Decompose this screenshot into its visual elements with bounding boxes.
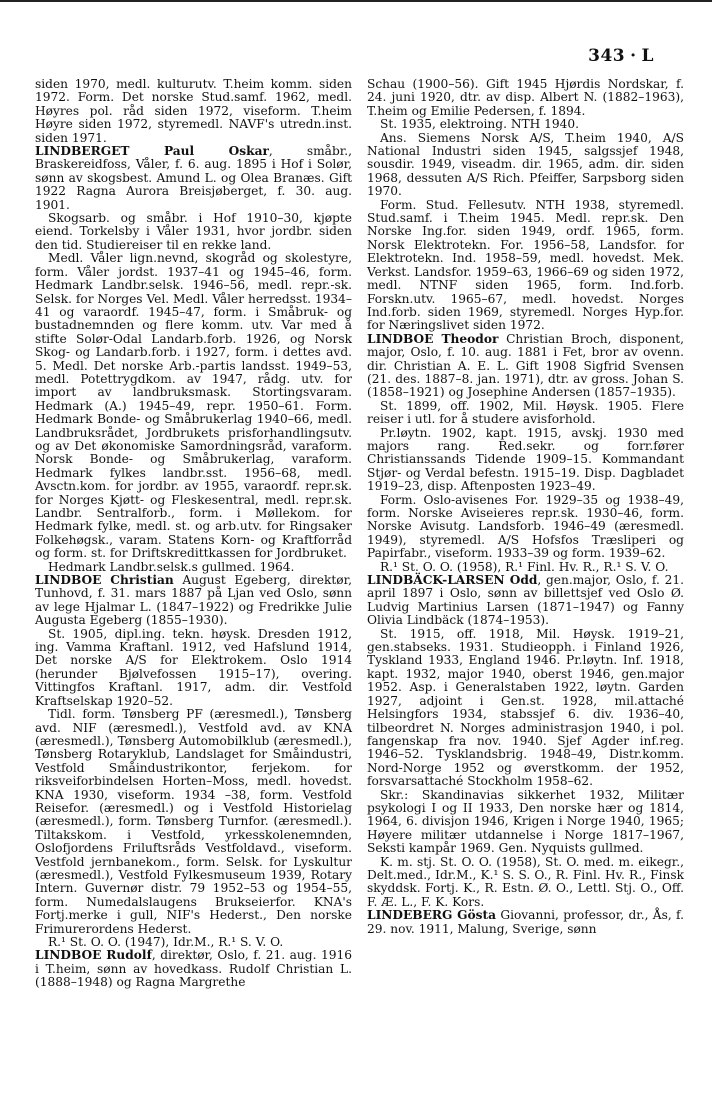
paragraph: K. m. stj. St. O. O. (1958), St. O. med. m. eikegr., Delt.med., Idr.M., K.¹ S. S. O., R. Finl. Hv. R., Finsk skyddsk. Fortj. K., R. Estn. Ø. O., Lettl. Stj. O., Off. F. Æ. L., F. K. Kors.	[367, 854, 684, 909]
paragraph: R.¹ St. O. O. (1947), Idr.M., R.¹ S. V. O.	[48, 935, 284, 949]
paragraph: Skogsarb. og småbr. i Hof 1910–30, kjøpte eiend. Torkelsby i Våler 1931, hvor jordbr. siden den tid. Studiereiser til en rekke land.	[35, 211, 352, 252]
paragraph: Ans. Siemens Norsk A/S, T.heim 1940, A/S National Industri siden 1945, salgssjef 1948, sousdir. 1949, viseadm. dir. 1965, adm. dir. siden 1968, dessuten A/S Rich. Pfeiffer, Sarpsborg siden 1970.	[367, 130, 684, 199]
paragraph: R.¹ St. O. O. (1958), R.¹ Finl. Hv. R., R.¹ S. V. O.	[380, 559, 669, 574]
page-header	[588, 46, 654, 66]
top-rule	[0, 0, 712, 2]
entry-paragraph: LINDBÄCK-LARSEN Odd, gen.major, Oslo, f. 21. april 1897 i Oslo, sønn av billettsjef ved Oslo Ø. Ludvig Martinius Larsen (1871–1947) og Fanny Olivia Lindbäck (1874–1953).	[367, 573, 684, 628]
entry-name: LINDEBERG Gösta	[367, 908, 497, 923]
left-column	[35, 78, 352, 990]
entry-name: LINDBOE Christian	[35, 573, 174, 588]
right-column	[367, 78, 684, 936]
paragraph: siden 1970, medl. kulturutv. T.heim komm. siden 1972. Form. Det norske Stud.samf. 1962, medl. Høyres pol. råd siden 1972, viseform. T.heim Høyre siden 1972, styremedl. NAVF's utredn.inst. siden 1971.	[35, 77, 352, 145]
header-separator: ·	[630, 46, 637, 66]
entry-paragraph: LINDBERGET Paul Oskar, småbr., Braskereidfoss, Våler, f. 6. aug. 1895 i Hof i Solør, sønn av skogsbest. Amund L. og Olea Branæs. Gift 1922 Ragna Aurora Breisjøberget, f. 30. aug. 1901.	[35, 144, 352, 212]
entry-name: LINDBOE Rudolf	[35, 948, 152, 963]
paragraph: Form. Oslo-avisenes For. 1929–35 og 1938–49, form. Norske Aviseieres repr.sk. 1930–46, form. Norske Avisutg. Landsforb. 1946–49 (æresmedl. 1949), styremedl. A/S Hofsfos Træsliperi og Papirfabr., viseform. 1933–39 og form. 1939–62.	[367, 492, 684, 561]
entry-name: LINDBÄCK-LARSEN Odd	[367, 573, 538, 588]
entry-paragraph: LINDEBERG Gösta Giovanni, professor, dr., Ås, f. 29. nov. 1911, Malung, Sverige, sønn	[367, 908, 684, 936]
paragraph: St. 1915, off. 1918, Mil. Høysk. 1919–21, gen.stabseks. 1931. Studieopph. i Finland 1926, Tyskland 1933, England 1946. Pr.løytn. Inf. 1918, kapt. 1932, major 1940, oberst 1946, gen.major 1952. Asp. i Generalstaben 1922, løytn. Garden 1927, adjoint i Gen.st. 1928, mil.attaché Helsingfors 1934, stabssjef 6. div. 1936–40, tilbeordret N. Norges administrasjon 1940, i pol. fangenskap fra nov. 1940. Sjef Agder inf.reg. 1946–52. Tysklandsbrig. 1948–49, Distr.komm. Nord-Norge 1952 og øverstkomm. der 1952, forsvarsattaché Stockholm 1958–62.	[367, 626, 684, 789]
paragraph: Form. Stud. Fellesutv. NTH 1938, styremedl. Stud.samf. i T.heim 1945. Medl. repr.sk. Den Norske Ing.for. siden 1949, ordf. 1965, form. Norsk Elektrotekn. For. 1956–58, Landsfor. for Elektrotekn. Ind. 1958–59, medl. hovedst. Mek. Verkst. Landsfor. 1959–63, 1966–69 og siden 1972, medl. NTNF siden 1965, form. Ind.forb. Forskn.utv. 1965–67, medl. hovedst. Norges Ind.forb. siden 1969, styremedl. Norges Hyp.for. for Næringslivet siden 1972.	[367, 197, 684, 333]
paragraph: Schau (1900–56). Gift 1945 Hjørdis Nordskar, f. 24. juni 1920, dtr. av disp. Albert N. (1882–1963), T.heim og Emilie Pedersen, f. 1894.	[367, 77, 684, 118]
paragraph: St. 1899, off. 1902, Mil. Høysk. 1905. Flere reiser i utl. for å studere avisforhold.	[367, 398, 684, 427]
paragraph: Hedmark Landbr.selsk.s gullmed. 1964.	[48, 559, 295, 574]
entry-paragraph: LINDBOE Rudolf, direktør, Oslo, f. 21. aug. 1916 i T.heim, sønn av hovedkass. Rudolf Christian L. (1888–1948) og Ragna Margrethe	[35, 948, 352, 990]
paragraph: St. 1905, dipl.ing. tekn. høysk. Dresden 1912, ing. Vamma Kraftanl. 1912, ved Hafslund 1914, Det norske A/S for Elektrokem. Oslo 1914 (herunder Bjølvefossen 1915–17), overing. Vittingfos Kraftanl. 1917, adm. dir. Vestfold Kraftselskap 1920–52.	[35, 626, 352, 708]
paragraph: Pr.løytn. 1902, kapt. 1915, avskj. 1930 med majors rang. Red.sekr. og forr.fører Christianssands Tidende 1909–15. Kommandant Stjør- og Verdal befestn. 1915–19. Disp. Dagbladet 1919–23, disp. Aftenposten 1923–49.	[367, 425, 684, 494]
section-letter: L	[641, 46, 654, 66]
paragraph: Tidl. form. Tønsberg PF (æresmedl.), Tønsberg avd. NIF (æresmedl.), Vestfold avd. av KNA (æresmedl.), Tønsberg Automobilklub (æresmedl.), Tønsberg Rotaryklub, Landslaget for Småindustri, Vestfold Småindustrikontor, ferjekom. for riksveiforbindelsen Horten–Moss, medl. hovedst. KNA 1930, viseform. 1934 –38, form. Vestfold Reisefor. (æresmedl.) og i Vestfold Historielag (æresmedl.), form. Tønsberg Turnfor. (æresmedl.). Tiltakskom. i Vestfold, yrkesskolenemnden, Oslofjordens Friluftsråds Vestfoldavd., viseform. Vestfold jernbanekom., form. Selsk. for Lyskultur (æresmedl.), Vestfold Fylkesmuseum 1939, Rotary Intern. Guvernør distr. 79 1952–53 og 1954–55, form. Numedalslaugens Brukseierfor. KNA's Fortj.merke i gull, NIF's Hederst., Den norske Frimurerordens Hederst.	[35, 707, 352, 936]
entry-paragraph: LINDBOE Theodor Christian Broch, disponent, major, Oslo, f. 10. aug. 1881 i Fet, bror av ovenn. dir. Christian A. E. L. Gift 1908 Sigfrid Svensen (21. des. 1887–8. jan. 1971), dtr. av gross. Johan S. (1858–1921) og Josephine Andersen (1857–1935).	[367, 331, 684, 400]
entry-paragraph: LINDBOE Christian August Egeberg, direktør, Tunhovd, f. 31. mars 1887 på Ljan ved Oslo, sønn av lege Hjalmar L. (1847–1922) og Fredrikke Julie Augusta Egeberg (1855–1930).	[35, 573, 352, 628]
entry-name: LINDBERGET Paul Oskar	[35, 144, 269, 159]
entry-name: LINDBOE Theodor	[367, 331, 499, 346]
paragraph: Skr.: Skandinavias sikkerhet 1932, Militær psykologi I og II 1933, Den norske hær og 1814, 1964, 6. divisjon 1946, Krigen i Norge 1940, 1965; Høyere militær utdannelse i Norge 1817–1967, Seksti kampår 1969. Gen. Nyquists gullmed.	[367, 787, 684, 856]
page-number: 343	[588, 46, 626, 66]
paragraph: St. 1935, elektroing. NTH 1940.	[380, 117, 580, 132]
paragraph: Medl. Våler lign.nevnd, skogråd og skolestyre, form. Våler jordst. 1937–41 og 1945–46, form. Hedmark Landbr.selsk. 1946–56, medl. repr.-sk. Selsk. for Norges Vel. Medl. Våler herredsst. 1934–41 og varaordf. 1945–47, form. i Småbruk- og bustadnemnden og flere komm. utv. Var med å stifte Solør-Odal Landarb.forb. 1926, og Norsk Skog- og Landarb.forb. i 1927, form. i dettes avd. 5. Medl. Det norske Arb.-partis landsst. 1949–53, medl. Potettrygdkom. av 1947, rådg. utv. for import av landbruksmask. Stortingsvaram. Hedmark (A.) 1945–49, repr. 1950–61. Form. Hedmark Bonde- og Småbrukerlag 1940–66, medl. Landbruksrådet, Jordbrukets prisforhandlingsutv. og av Det økonomiske Samordningsråd, varaform. Norsk Bonde- og Småbrukerlag, varaform. Hedmark fylkes landbr.sst. 1956–68, medl. Avsctn.kom. for jordbr. av 1955, varaordf. repr.sk. for Norges Kjøtt- og Fleskesentral, medl. repr.sk. Landbr. Sentralforb., form. i Møllekom. for Hedmark fylke, medl. st. og arb.utv. for Ringsaker Folkehøgsk., varam. Statens Korn- og Kraftforråd og form. st. for Driftskredittkassen for Jordbruket.	[35, 251, 352, 561]
